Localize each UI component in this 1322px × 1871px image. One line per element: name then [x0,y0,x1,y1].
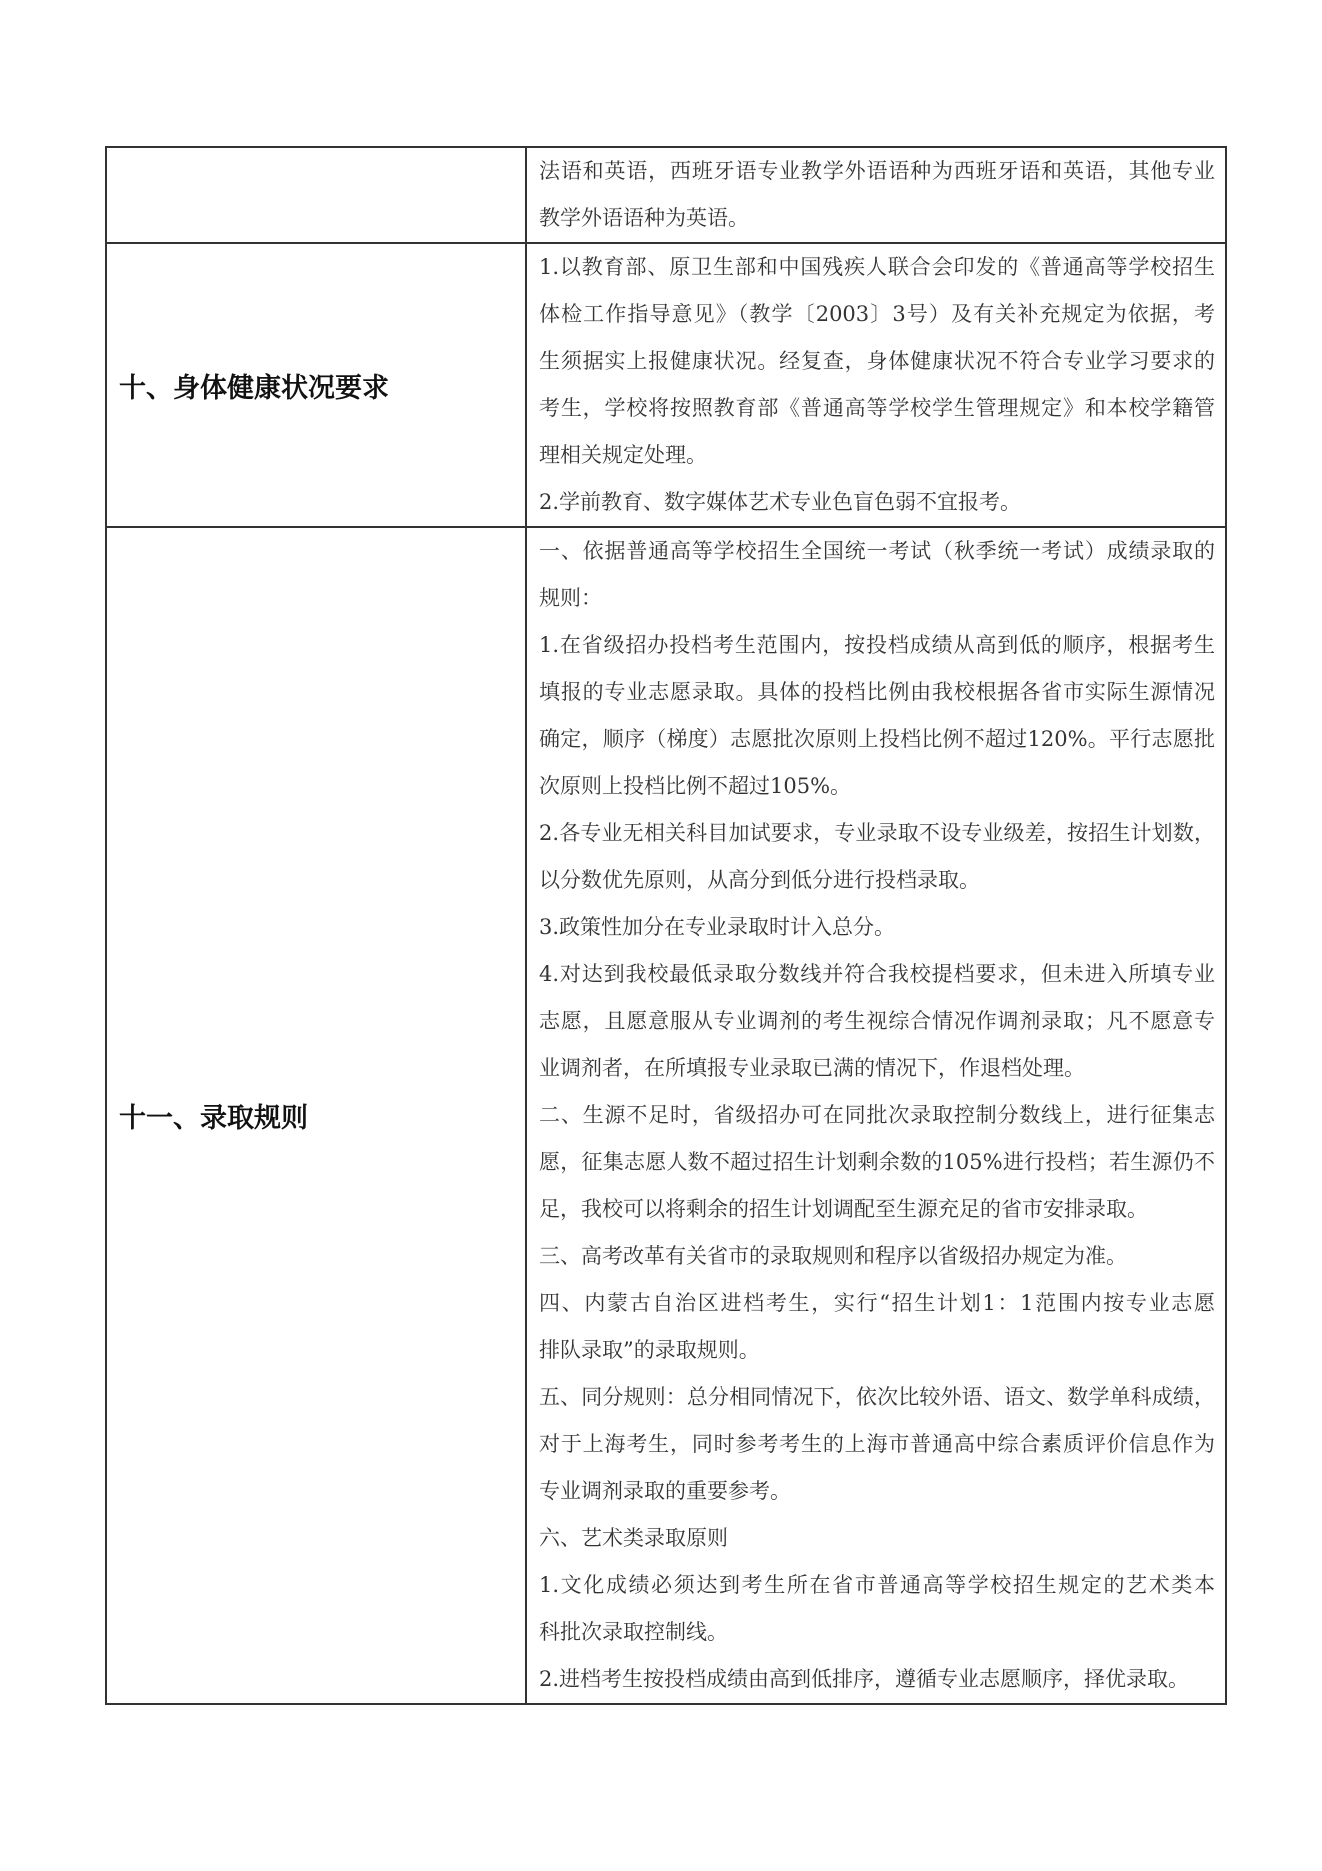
text-line: 业调剂者，在所填报专业录取已满的情况下，作退档处理。 [539,1056,1085,1080]
text-line: 1.在省级招办投档考生范围内，按投档成绩从高到低的顺序，根据考生 [539,633,1215,657]
text-line: 体检工作指导意见》（教学〔2003〕3号）及有关补充规定为依据，考 [539,302,1215,326]
paragraph [539,1515,1215,1562]
admission-rules-table [105,146,1227,1705]
text-line: 2.学前教育、数字媒体艺术专业色盲色弱不宜报考。 [539,490,1022,514]
text-line: 专业调剂录取的重要参考。 [539,1479,791,1503]
text-line: 次原则上投档比例不超过105%。 [539,774,852,798]
text-line: 3.政策性加分在专业录取时计入总分。 [539,915,896,939]
paragraph [539,1233,1215,1280]
text-line: 足，我校可以将剩余的招生计划调配至生源充足的省市安排录取。 [539,1197,1148,1221]
paragraph [539,622,1215,810]
text-line: 志愿，且愿意服从专业调剂的考生视综合情况作调剂录取；凡不愿意专 [539,1009,1215,1033]
text-line: 四、内蒙古自治区进档考生，实行“招生计划1：1范围内按专业志愿 [539,1291,1215,1315]
section-content [526,147,1226,243]
text-line: 愿，征集志愿人数不超过招生计划剩余数的105%进行投档；若生源仍不 [539,1150,1215,1174]
paragraph [539,810,1215,904]
text-line: 法语和英语，西班牙语专业教学外语语种为西班牙语和英语，其他专业 [539,159,1215,183]
text-line: 三、高考改革有关省市的录取规则和程序以省级招办规定为准。 [539,1244,1127,1268]
text-line: 以分数优先原则，从高分到低分进行投档录取。 [539,868,980,892]
paragraph [539,1562,1215,1656]
paragraph [539,244,1215,479]
table-row [106,527,1226,1704]
section-label [106,147,526,243]
text-line: 理相关规定处理。 [539,443,707,467]
text-line: 4.对达到我校最低录取分数线并符合我校提档要求，但未进入所填专业 [539,962,1215,986]
text-line: 一、依据普通高等学校招生全国统一考试（秋季统一考试）成绩录取的 [539,539,1215,563]
table-row [106,243,1226,527]
section-label: 十一、录取规则 [106,527,526,1704]
text-line: 二、生源不足时，省级招办可在同批次录取控制分数线上，进行征集志 [539,1103,1215,1127]
section-content [526,527,1226,1704]
text-line: 教学外语语种为英语。 [539,206,749,230]
paragraph [539,951,1215,1092]
text-line: 科批次录取控制线。 [539,1620,728,1644]
table-body [106,147,1226,1704]
paragraph [539,1280,1215,1374]
paragraph [539,1092,1215,1233]
text-line: 考生，学校将按照教育部《普通高等学校学生管理规定》和本校学籍管 [539,396,1215,420]
text-line: 1.文化成绩必须达到考生所在省市普通高等学校招生规定的艺术类本 [539,1573,1215,1597]
text-line: 规则： [539,586,602,610]
text-line: 2.各专业无相关科目加试要求，专业录取不设专业级差，按招生计划数， [539,821,1215,845]
table-row [106,147,1226,243]
section-label: 十、身体健康状况要求 [106,243,526,527]
text-line: 五、同分规则：总分相同情况下，依次比较外语、语文、数学单科成绩， [539,1385,1215,1409]
text-line: 1.以教育部、原卫生部和中国残疾人联合会印发的《普通高等学校招生 [539,255,1215,279]
paragraph [539,528,1215,622]
text-line: 生须据实上报健康状况。经复查，身体健康状况不符合专业学习要求的 [539,349,1215,373]
paragraph [539,148,1215,242]
paragraph [539,904,1215,951]
section-content [526,243,1226,527]
paragraph [539,1374,1215,1515]
text-line: 2.进档考生按投档成绩由高到低排序，遵循专业志愿顺序，择优录取。 [539,1667,1190,1691]
text-line: 填报的专业志愿录取。具体的投档比例由我校根据各省市实际生源情况 [539,680,1215,704]
text-line: 对于上海考生，同时参考考生的上海市普通高中综合素质评价信息作为 [539,1432,1215,1456]
text-line: 六、艺术类录取原则 [539,1526,728,1550]
text-line: 排队录取”的录取规则。 [539,1338,760,1362]
paragraph [539,1656,1215,1703]
text-line: 确定，顺序（梯度）志愿批次原则上投档比例不超过120%。平行志愿批 [539,727,1215,751]
paragraph [539,479,1215,526]
